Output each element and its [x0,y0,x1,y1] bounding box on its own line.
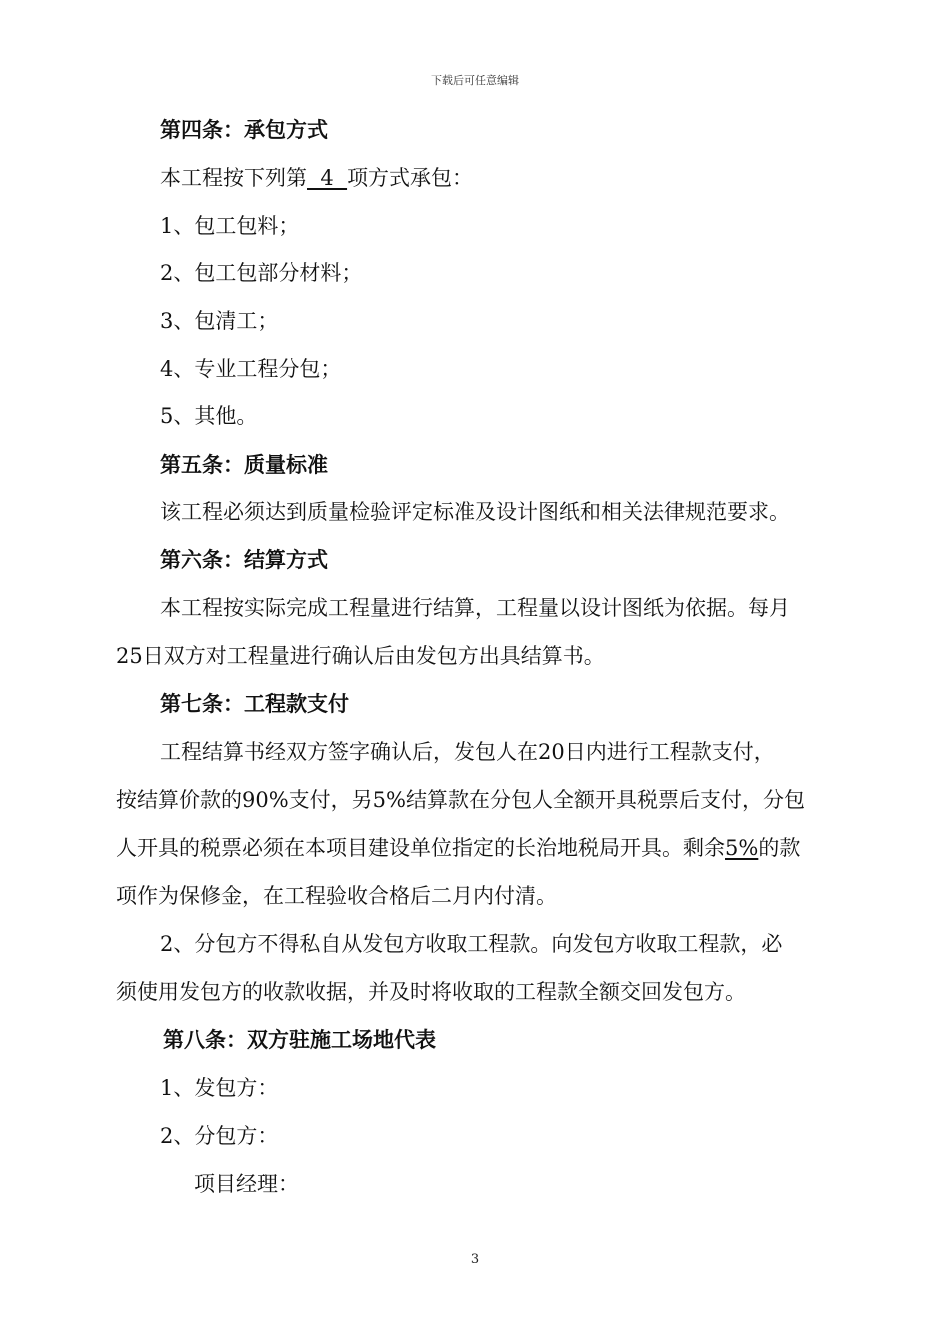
list-item: 1、包工包料； [160,214,300,238]
article-5-title: 第五条：质量标准 [160,452,328,477]
list-item: 5、其他。 [160,404,258,428]
list-item: 4、专业工程分包； [160,357,342,381]
line-text: 人开具的税票必须在本项目建设单位指定的长治地税局开具。剩余 [116,836,725,860]
list-item: 1、发包方： [160,1076,279,1100]
article-4-intro [160,164,473,192]
article-7-line: 按结算价款的90%支付，另5%结算款在分包人全额开具税票后支付，分包 [116,788,805,812]
article-4-title: 第四条：承包方式 [160,117,328,142]
retention-percent: 5% [725,836,759,860]
list-item: 2、分包方： [160,1124,279,1148]
article-6-line: 本工程按实际完成工程量进行结算，工程量以设计图纸为依据。每月 [160,596,790,620]
contract-mode-value: 4 [307,166,348,190]
article-7-line: 工程结算书经双方签字确认后，发包人在20日内进行工程款支付， [160,740,775,764]
article-7-title: 第七条：工程款支付 [160,691,349,716]
project-manager-label: 项目经理： [194,1172,299,1196]
intro-prefix: 本工程按下列第 [160,166,307,190]
intro-suffix: 项方式承包： [347,166,474,190]
article-7-line [116,834,800,862]
article-5-body: 该工程必须达到质量检验评定标准及设计图纸和相关法律规范要求。 [160,500,790,524]
article-7-clause-2: 须使用发包方的收款收据，并及时将收取的工程款全额交回发包方。 [116,980,746,1004]
list-item: 2、包工包部分材料； [160,261,363,285]
article-6-title: 第六条：结算方式 [160,547,328,572]
article-8-title: 第八条：双方驻施工场地代表 [163,1027,436,1052]
line-text: 的款 [758,836,801,860]
list-item: 3、包清工； [160,309,279,333]
article-6-line: 25日双方对工程量进行确认后由发包方出具结算书。 [116,644,605,668]
page-number: 3 [470,1252,480,1267]
article-7-line: 项作为保修金，在工程验收合格后二月内付清。 [116,884,557,908]
page-header: 下载后可任意编辑 [431,74,519,87]
article-7-clause-2: 2、分包方不得私自从发包方收取工程款。向发包方收取工程款，必 [160,932,783,956]
